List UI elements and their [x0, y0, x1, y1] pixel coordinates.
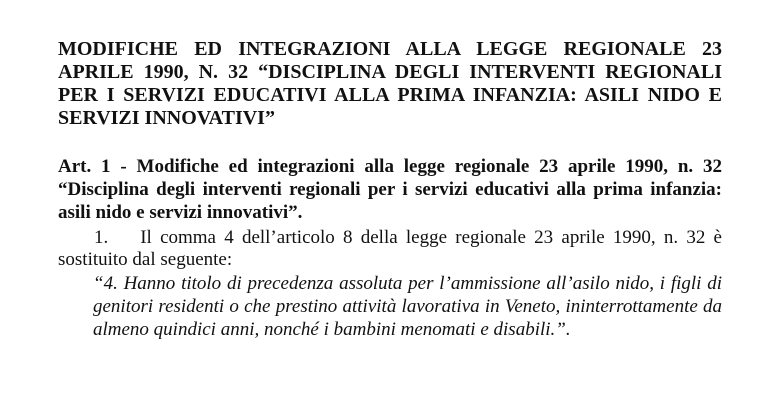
quote-line: disabili.”.	[493, 319, 571, 340]
quote-line: “4. Hanno titolo di precedenza assoluta per l’ammissione all’asilo nido, i	[93, 273, 666, 294]
title-line: PER I SERVIZI EDUCATIVI ALLA PRIMA INFANZIA: ASILI NIDO E	[58, 84, 722, 106]
article-heading-line: infanzia: asili nido e servizi innovativi”.	[58, 179, 722, 223]
title-line: SERVIZI INNOVATIVI”	[58, 107, 275, 129]
paragraph-1	[58, 227, 722, 271]
article-heading-line: “Disciplina degli interventi regionali per i servizi educativi alla prima	[58, 179, 643, 200]
title-line: APRILE 1990, N. 32 “DISCIPLINA DEGLI INTERVENTI REGIONALI	[58, 61, 722, 83]
title-line: MODIFICHE ED INTEGRAZIONI ALLA LEGGE REGIONALE 23	[58, 38, 722, 60]
document-title	[58, 38, 722, 130]
quote-line: figli di genitori residenti o che prestino attività lavorativa in Veneto,	[93, 273, 722, 317]
article-heading	[58, 155, 722, 224]
article-heading-line: Art. 1 - Modifiche ed integrazioni alla legge regionale 23 aprile 1990, n. 32	[58, 156, 722, 177]
paragraph-number: 1.	[94, 227, 109, 248]
quote-line: ininterrottamente da almeno quindici anni, nonché i bambini menomati e	[93, 296, 722, 340]
quoted-replacement-text	[93, 272, 722, 341]
paragraph-text: Il comma 4 dell’articolo 8 della legge regionale 23 aprile 1990, n. 32 è sostituito dal seguente:	[58, 227, 722, 270]
